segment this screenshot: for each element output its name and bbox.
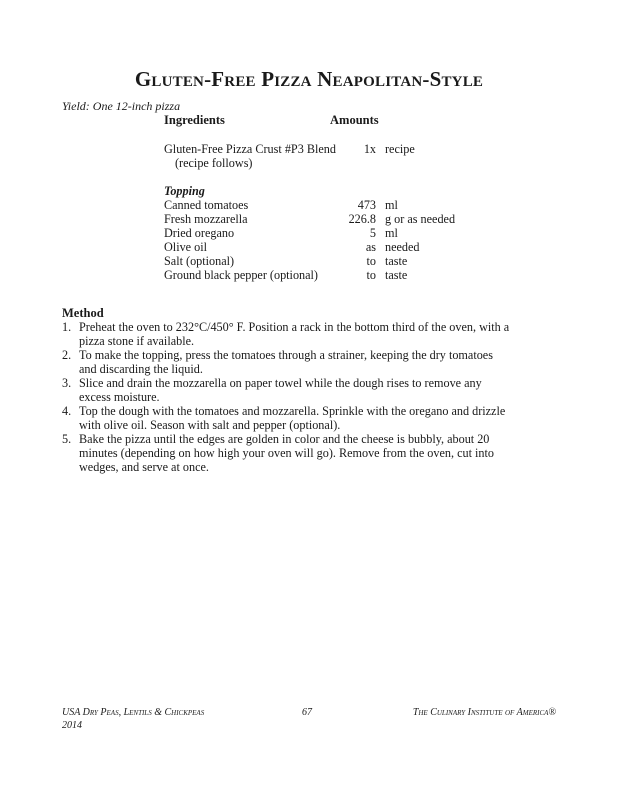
ingredient-qty: to: [366, 268, 376, 282]
step-line: with olive oil. Season with salt and pepper (optional).: [79, 418, 341, 432]
ingredient-name: Ground black pepper (optional): [164, 268, 318, 282]
step-number: 4.: [62, 404, 72, 418]
ingredient-qty: 226.8: [348, 212, 376, 226]
ingredient-qty: 5: [369, 226, 376, 240]
footer-publication: [62, 706, 204, 732]
method-step: [62, 376, 532, 404]
recipe-title: Gluten-Free Pizza Neapolitan-Style: [134, 67, 484, 91]
amounts-header: Amounts: [330, 113, 379, 127]
ingredient-qty: 473: [357, 198, 376, 212]
topping-heading: Topping: [164, 184, 205, 198]
step-line: wedges, and serve at once.: [79, 460, 209, 474]
ingredient-unit: g or as needed: [385, 212, 456, 226]
step-line: Preheat the oven to 232°C/450° F. Position a rack in the bottom third of the oven, with a: [79, 320, 510, 334]
step-line: pizza stone if available.: [79, 334, 195, 348]
ingredient-qty: to: [366, 254, 376, 268]
step-number: 3.: [62, 376, 72, 390]
method-step: [62, 432, 532, 474]
step-line: Top the dough with the tomatoes and mozzarella. Sprinkle with the oregano and drizzle: [79, 404, 506, 418]
recipe-yield: Yield: One 12-inch pizza: [62, 99, 181, 113]
ingredient-qty: as: [365, 240, 376, 254]
ingredient-name: Dried oregano: [164, 226, 235, 240]
step-number: 1.: [62, 320, 72, 334]
ingredient-note: (recipe follows): [175, 156, 253, 170]
ingredient-unit: taste: [385, 254, 408, 268]
ingredient-name: Salt (optional): [164, 254, 235, 268]
footer-publication-title: USA Dry Peas, Lentils & Chickpeas: [62, 707, 205, 718]
ingredient-unit: recipe: [385, 142, 415, 156]
ingredient-unit: ml: [385, 226, 398, 240]
method-heading: Method: [62, 306, 104, 320]
ingredient-name: Fresh mozzarella: [164, 212, 248, 226]
step-line: To make the topping, press the tomatoes through a strainer, keeping the dry tomatoes: [79, 348, 493, 362]
footer-institute: The Culinary Institute of America®: [412, 707, 556, 718]
step-line: Slice and drain the mozzarella on paper towel while the dough rises to remove any: [79, 376, 482, 390]
method-step: [62, 404, 532, 432]
method-step: [62, 348, 532, 376]
method-step: [62, 320, 532, 348]
page-number: 67: [302, 707, 312, 718]
ingredients-header: Ingredients: [164, 113, 225, 127]
step-line: Bake the pizza until the edges are golden in color and the cheese is bubbly, about 20: [79, 432, 490, 446]
ingredient-unit: taste: [385, 268, 408, 282]
ingredient-name: Gluten-Free Pizza Crust #P3 Blend: [164, 142, 336, 156]
step-line: minutes (depending on how high your oven will go). Remove from the oven, cut into: [79, 446, 494, 460]
step-number: 5.: [62, 432, 72, 446]
ingredient-name: Canned tomatoes: [164, 198, 249, 212]
footer-year: 2014: [62, 720, 82, 731]
ingredient-unit: needed: [385, 240, 420, 254]
ingredient-name: Olive oil: [164, 240, 207, 254]
step-number: 2.: [62, 348, 72, 362]
step-line: excess moisture.: [79, 390, 160, 404]
method-steps: [62, 320, 532, 474]
ingredient-qty: 1x: [363, 142, 376, 156]
step-line: and discarding the liquid.: [79, 362, 203, 376]
ingredient-unit: ml: [385, 198, 398, 212]
